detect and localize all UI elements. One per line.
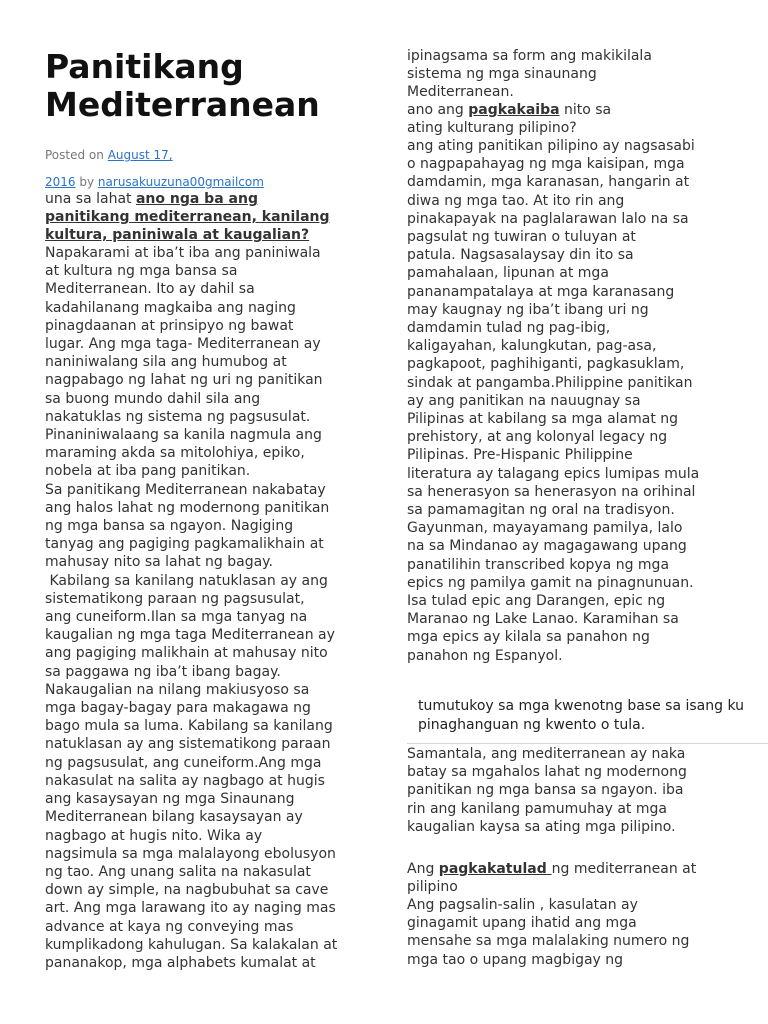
definition-line-2: pinaghanguan ng kwento o tula. [418,717,646,733]
right-paragraph-3: Samantala, ang mediterranean ay naka batay sa mgahalos lahat ng modernong panitikan ng mga bansa sa ngayon. iba rin ang kanilang pamumuhay at mga kaugalian kaysa sa ating mga pilipino. [407,746,687,835]
question-1-line-3: kultura, paniniwala at kaugalian? [45,227,310,243]
q3-keyword: pagkakatulad [438,861,552,877]
author-link[interactable]: narusakuuzuna00gmailcom [97,175,264,189]
title-line-1: Panitikang [45,47,244,86]
q3-line-2: pilipino [407,879,458,896]
q2-prefix: ano ang [407,102,469,118]
intro-prefix: una sa lahat [45,191,136,207]
date-link[interactable]: August 17, [107,148,173,162]
right-paragraph-2: ang ating panitikan pilipino ay nagsasabi o nagpapahayag ng mga kaisipan, mga damdamin, mga karanasan, hangarin at diwa ng mga tao. At ito rin ang pinakapayak na paglalarawan lalo na sa pagsulat ng tuwiran o tuluyan at patula. Nagsasalaysay din ito sa pamahalaan, lipunan at mga pananampatalaya at mga karanasang may kaugnay ng iba’t ibang uri ng damdamin tulad ng pag-ibig, kaligayahan, kalungkutan, pag-asa, pagkapoot, paghihiganti, pagkasuklam, sindak at pangamba.Philippine panitikan ay ang panitikan na nauugnay sa Pilipinas at kabilang sa mga alamat ng prehistory, at ang kolonyal legacy ng Pilipinas. Pre-Hispanic Philippine literatura ay talagang epics lumipas mula sa henerasyon sa henerasyon na orihinal sa pamamagitan ng oral na tradisyon. Gayunman, mayayamang pamilya, lalo na sa Mindanao ay magagawang upang panatilihin transcribed kopya ng mga epics ng pamilya gamit na pinagnunuan. Isa tulad epic ang Darangen, epic ng Maranao ng Lake Lanao. Karamihan sa mga epics ay kilala sa panahon ng panahon ng Espanyol. [407,138,700,664]
right-paragraph-4: Ang pagsalin-salin , kasulatan ay ginagamit upang ihatid ang mga mensahe sa mga malalaking numero ng mga tao o upang magbigay ng [407,897,690,968]
question-1-line-1: ano nga ba ang [135,191,258,207]
divider [407,743,768,744]
question-3 [407,860,768,896]
intro-question [45,190,365,244]
post-meta-2 [45,175,365,189]
q2-line-2: ating kulturang pilipino? [407,120,577,137]
posted-on-label: Posted on [45,148,104,162]
question-1-line-2: panitikang mediterranean, kanilang [45,209,330,225]
q2-suffix: nito sa [559,102,612,118]
q3-prefix: Ang [407,861,439,877]
date-year-link[interactable]: 2016 [45,175,76,189]
post-meta [45,148,365,162]
right-paragraph-1: ipinagsama sa form ang makikilala sistema ng mga sinaunang Mediterranean. [407,48,652,101]
by-label: by [79,175,95,189]
title-line-2: Mediterranean [45,85,320,124]
question-2 [407,101,768,137]
page-title [45,48,365,124]
q3-suffix: ng mediterranean at [551,861,697,877]
definition-line-1: tumutukoy sa mga kwenotng base sa isang ku [418,698,744,714]
left-paragraph: Napakarami at iba’t iba ang paniniwala at kultura ng mga bansa sa Mediterranean. Ito ay dahil sa kadahilanang magkaiba ang naging pinagdaanan at prinsipyo ng bawat lugar. Ang mga taga- Mediterranean ay naniniwalang sila ang humubog at nagpabago ng lahat ng uri ng panitikan sa buong mundo dahil sila ang nakatuklas ng sistema ng pagsusulat. Pinaniniwalaang sa kanila nagmula ang maraming akda sa mitolohiya, epiko, nobela at iba pang panitikan. Sa panitikang Mediterranean nakabatay ang halos lahat ng modernong panitikan ng mga bansa sa ngayon. Nagiging tanyag ang pagiging pagkamalikhain at mahusay nito sa lahat ng bagay. Kabilang sa kanilang natuklasan ay ang sistematikong paraan ng pagsusulat, ang cuneiform.Ilan sa mga tanyag na kaugalian ng mga taga Mediterranean ay ang pagiging malikhain at mahusay nito sa paggawa ng iba’t ibang bagay. Nakaugalian na nilang makiusyoso sa mga bagay-bagay para makagawa ng bago mula sa luma. Kabilang sa kanilang natuklasan ay ang sistematikong paraan ng pagsusulat, ang cuneiform.Ang mga nakasulat na salita ay nagbago at hugis ang kasaysayan ng mga Sinaunang Mediterranean bilang kasaysayan ay nagbago at hugis nito. Wika ay nagsimula sa mga malalayong ebolusyon ng tao. Ang unang salita na nakasulat down ay simple, na nagbubuhat sa cave art. Ang mga larawang ito ay naging mas advance at kaya ng conveying mas kumplikadong kahulugan. Sa kalakalan at pananakop, mga alphabets kumalat at [45,245,338,971]
q2-keyword: pagkakaiba [468,102,560,118]
